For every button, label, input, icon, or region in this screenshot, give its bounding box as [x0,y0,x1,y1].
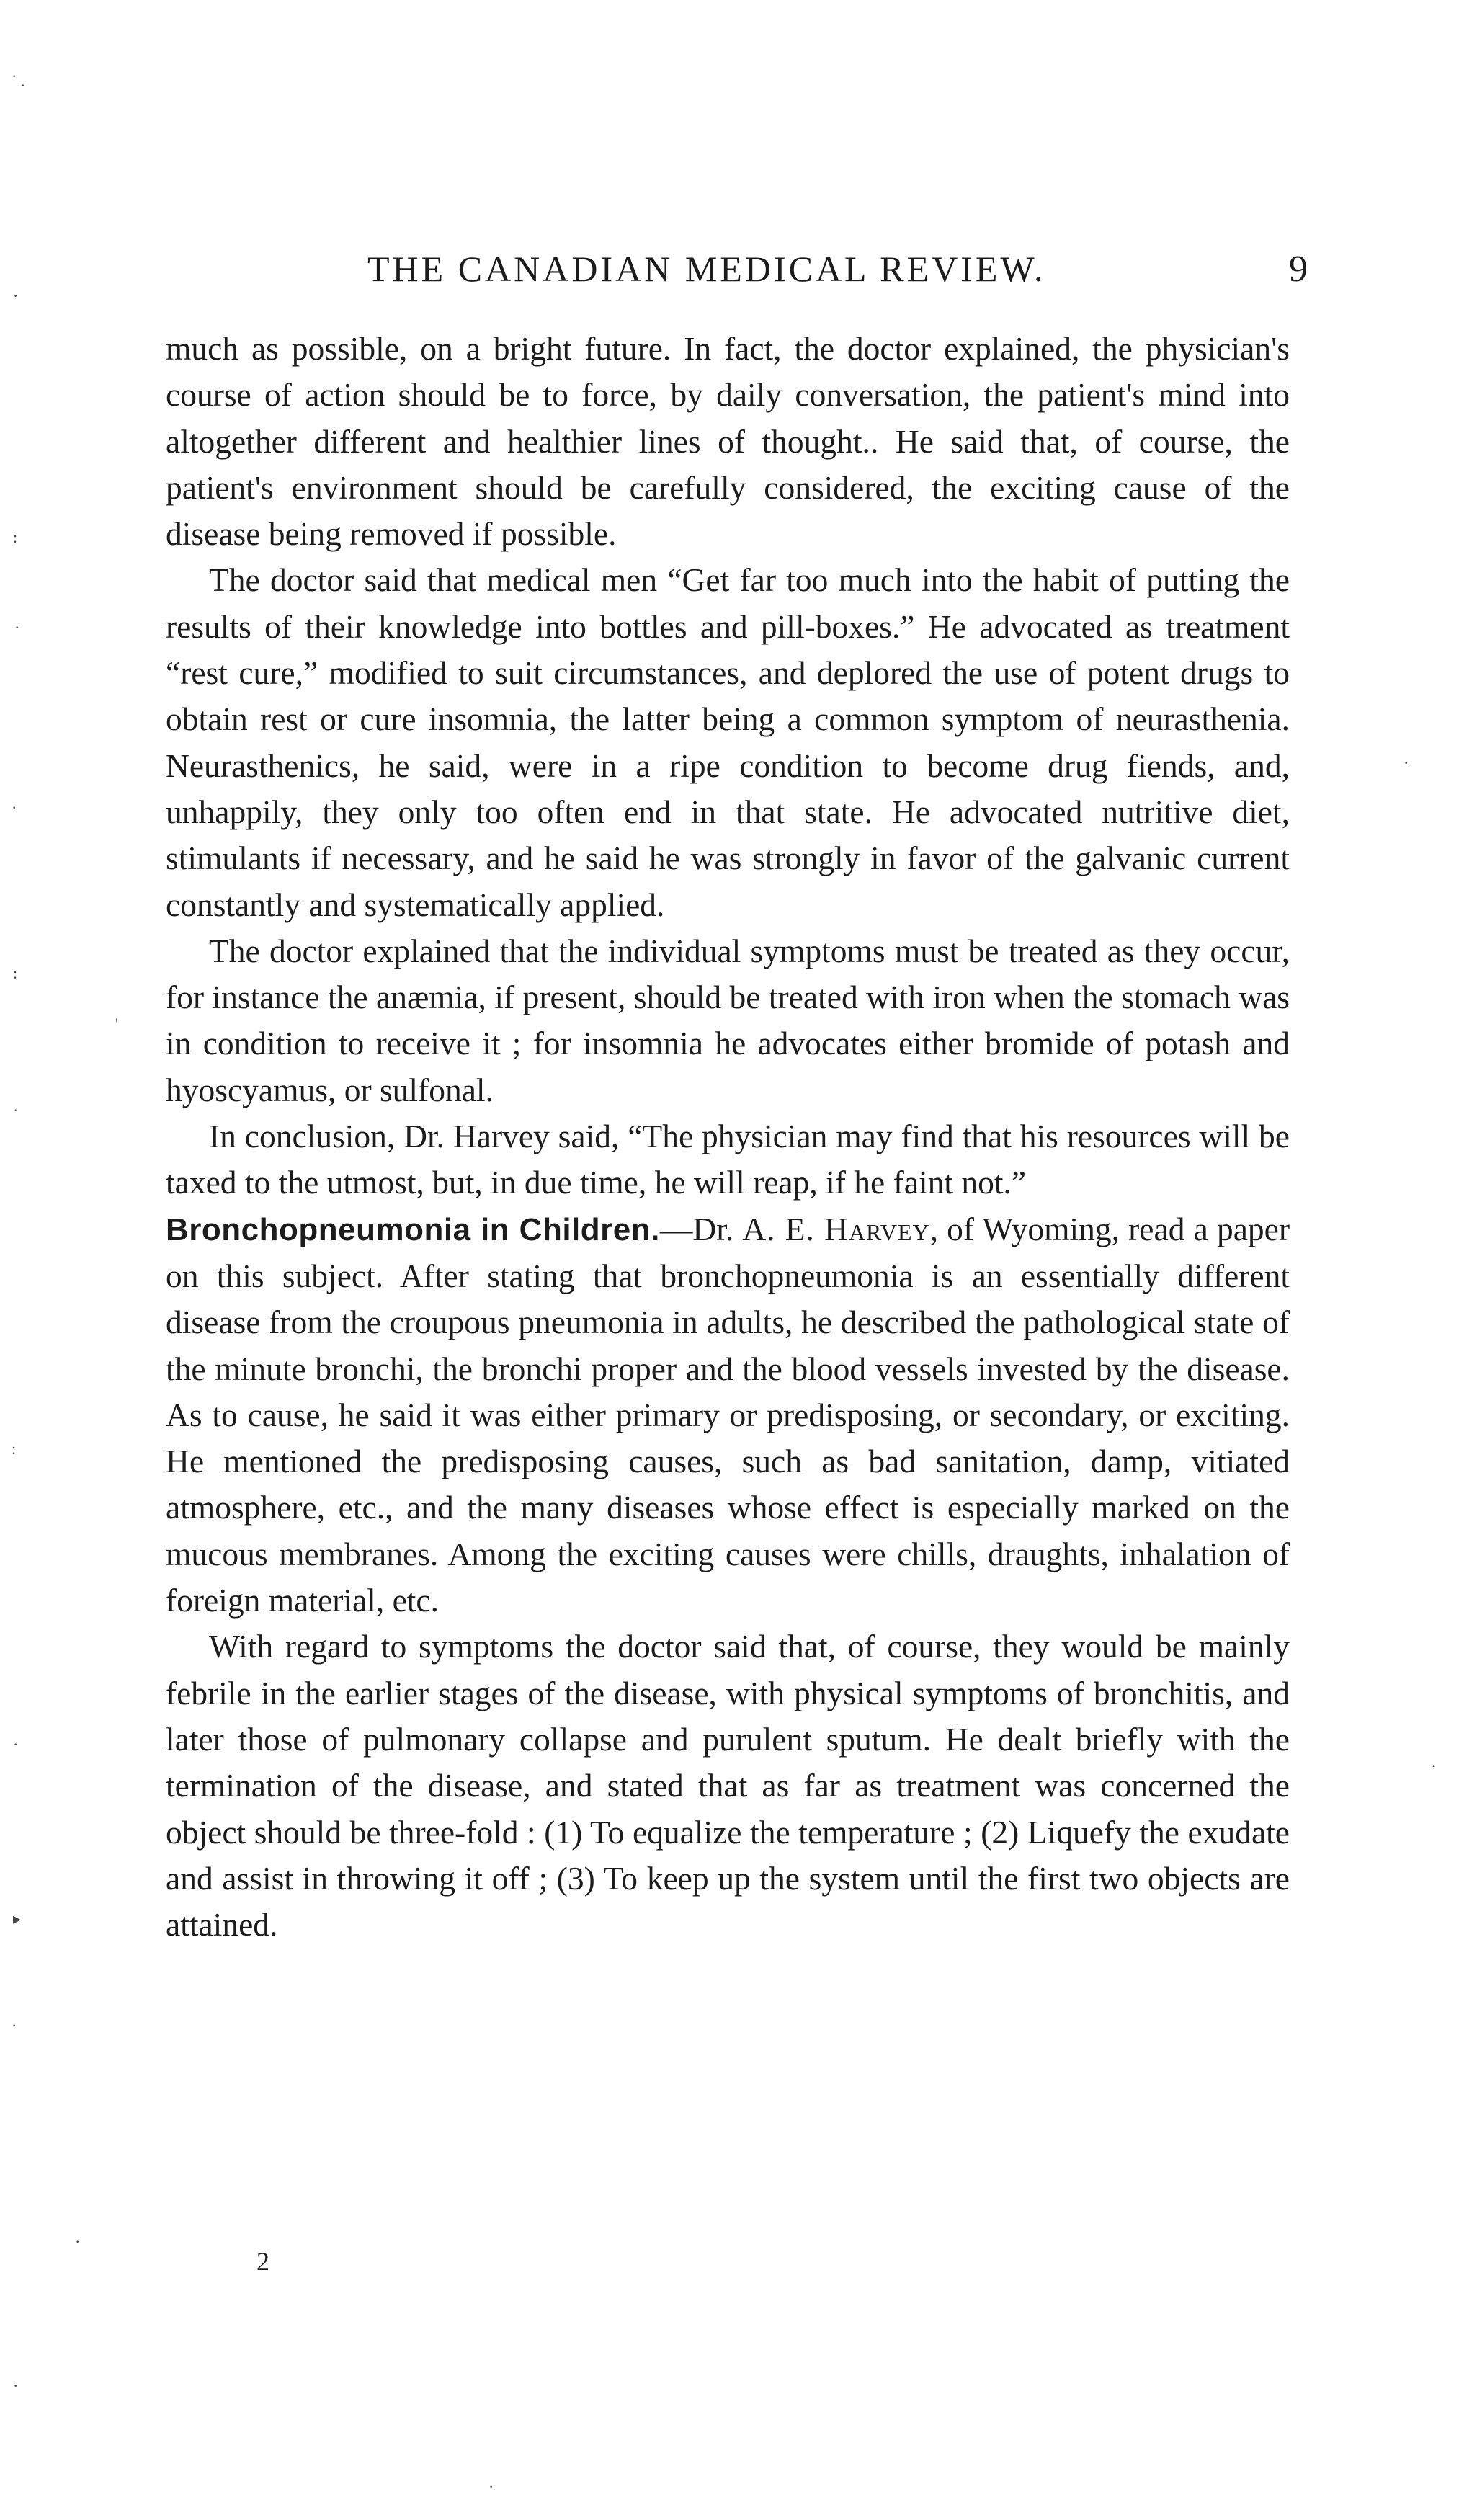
margin-speck: · [12,798,17,816]
heading-dash: —Dr. [659,1210,743,1247]
margin-speck: : [13,964,18,982]
margin-speck: · [1431,1757,1437,1775]
paragraph-treatment: With regard to symptoms the doctor said that, of course, they would be mainly febrile in the earlier stages of the disease, with physical symptoms of bronchitis, and later those of pulmonary collapse and purulent sputum. He dealt briefly with the termination of the disease, and stated that as far as treatment was concerned the object should be three-fold : (1) To equalize the temperature ; (2) Liquefy the exudate and assist in throwing it off ; (3) To keep up the system until the first two objects are attained. [166,1628,1290,1944]
page-number: 9 [1289,249,1308,290]
margin-speck: ▸ [13,1910,22,1928]
margin-speck: · [75,2232,81,2250]
paragraph-symptoms: The doctor explained that the individual symptoms must be treated as they occur, for instance the anæmia, if present, should be treated with iron when the stomach was in condition to receive it ; for insomnia he advocates either bromide of potash and hyoscyamus, or sulfonal. [166,932,1290,1108]
margin-speck: ' [115,1015,118,1033]
running-title: THE CANADIAN MEDICAL REVIEW. [367,249,1046,289]
paragraph-bronchopneumonia [166,1206,1290,1624]
margin-speck: · [20,76,26,94]
margin-speck: · [14,618,20,636]
paragraph-continuation: much as possible, on a bright future. In fact, the doctor explained, the physician's course of action should be to force, by daily conversation, the patient's mind into altogether different and healthier lines of thought.. He said that, of course, the patient's environment should be carefully considered, the exciting cause of the disease being removed if possible. [166,330,1290,553]
section-heading: Bronchopneumonia in Children. [166,1211,660,1247]
margin-speck: · [1404,754,1409,772]
paragraph-medical-men: The doctor said that medical men “Get far too much into the habit of putting the results of their knowledge into bottles and pill-boxes.” He advocated as treatment “rest cure,” modified to suit circumstances, and deplored the use of potent drugs to obtain rest or cure insomnia, the latter being a common symptom of neurasthenia. Neurasthenics, he said, were in a ripe condition to become drug fiends, and, unhappily, they only too often end in that state. He advocated nutritive diet, stimulants if necessary, and he said he was strongly in favor of the galvanic current constantly and systematically applied. [166,561,1290,923]
margin-speck: · [13,1101,19,1119]
author-name: A. E. Harvey [742,1210,930,1247]
margin-speck: : [13,528,18,546]
margin-speck: · [12,2016,17,2034]
margin-speck: · [13,287,19,305]
margin-speck: · [13,2377,19,2395]
margin-speck: · [488,2477,494,2495]
paragraph-text: , of Wyoming, read a paper on this subject. After stating that bronchopneumonia is an essentially different disease from the croupous pneumonia in adults, he described the pathological state of the minute bronchi, the bronchi proper and the blood vessels invested by the disease. As to cause, he said it was either primary or predisposing, or secondary, or exciting. He mentioned the predisposing causes, such as bad sanitation, damp, vitiated atmosphere, etc., and the many diseases whose effect is especially marked on the mucous membranes. Among the exciting causes were chills, draughts, inhalation of foreign material, etc. [166,1210,1290,1619]
paragraph-conclusion: In conclusion, Dr. Harvey said, “The physician may find that his resources will be taxed to the utmost, but, in due time, he will reap, if he faint not.” [166,1118,1290,1201]
signature-mark: 2 [256,2247,269,2276]
article-body [166,326,1290,1948]
page-header [166,248,1308,298]
margin-speck: : [12,1440,17,1458]
margin-speck: · [12,67,17,85]
margin-speck: · [13,1735,19,1753]
